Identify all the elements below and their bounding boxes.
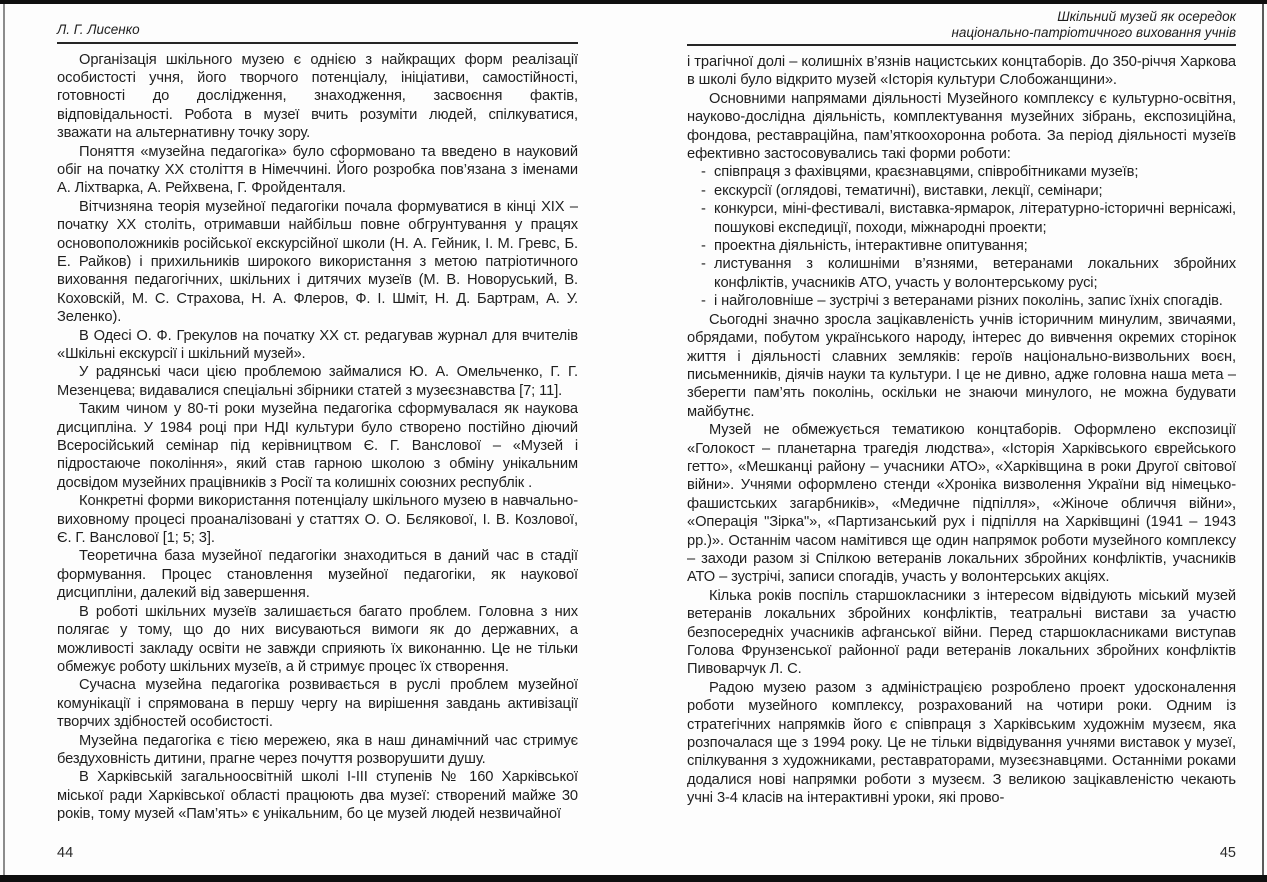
paragraph: Музей не обмежується тематикою концтаборів. Оформлено експозиції «Голокост – планетарна трагедія людства», «Історія Харківського єврейського гетто», «Мешканці району – учасники АТО», «Харківщина в роки Другої світової війни». Учнями оформлено стенди «Хроніка визволення України від німецько-фашистських загарбників», «Медичне підпілля», «Жіноче обличчя війни», «Операція "Зірка"», «Партизанський рух і підпілля на Харківщині (1941 – 1943 рр.)». Останнім часом намітився ще один напрямок роботи музейного комплексу – заходи разом зі Спілкою ветеранів локальних збройних конфліктів, учасників АТО – зустрічі, записи спогадів, участь у волонтерських акціях. (687, 422, 1236, 586)
paragraph: В Одесі О. Ф. Грекулов на початку ХХ ст. редагував журнал для вчителів «Шкільні екскурсії і шкільний музей». (57, 327, 578, 362)
page-number-left: 44 (57, 845, 74, 861)
paragraph: В роботі шкільних музеїв залишається багато проблем. Головна з них полягає у тому, що до них висуваються вимоги як до державних, а можливості закладу освіти не завжди сприяють їх виконанню. Це не тільки обмежує роботу шкільних музеїв, а й стримує процес їх створення. (57, 603, 578, 675)
paragraph: - і найголовніше – зустрічі з ветеранами різних поколінь, запис їхніх спогадів. (687, 292, 1236, 310)
paragraph: Вітчизняна теорія музейної педагогіки почала формуватися в кінці ХІХ – початку ХХ століть, отримавши найбільш повне обгрунтування у працях основоположників російської екскурсійної школи (Н. А. Гейник, І. М. Гревс, Б. Е. Райков) і прихильників широкого використання з метою патріотичного виховання педагогічних, шкільних і дитячих музеїв (М. В. Новоруський, В. Коховскій, М. С. Страхова, Н. А. Флеров, Ф. І. Шміт, Н. Д. Бартрам, А. У. Зеленко). (57, 198, 578, 326)
paragraph: Сьогодні значно зросла зацікавленість учнів історичним минулим, звичаями, обрядами, побутом українського народу, інтерес до вивчення окремих сторінок життя і діяльності славних земляків: героїв національно-визвольних воєн, письменників, діячів науки та культури. І це не дивно, адже головна наша мета – зберегти пам’ять поколінь, оскільки не знаючи минулого, не можна будувати майбутнє. (687, 311, 1236, 420)
page-45 (687, 0, 1236, 882)
paragraph: Теоретична база музейної педагогіки знаходиться в даний час в стадії формування. Процес становлення музейної педагогіки, як наукової дисципліни, далекий від завершення. (57, 548, 578, 602)
running-header-author (57, 22, 578, 44)
page-44 (57, 0, 578, 882)
scan-edge-left-line (3, 4, 5, 875)
paragraph: Сучасна музейна педагогіка розвивається в руслі проблем музейної комунікації і спрямована в першу чергу на вирішення завдань активізації творчих здібностей особистості. (57, 677, 578, 731)
paragraph: В Харківській загальноосвітній школі І-ІІІ ступенів № 160 Харківської міської ради Харківської області працюють два музеї: створений майже 30 років, тому музей «Пам’ять» є унікальним, бо це музей людей незвичайної (57, 769, 578, 823)
paragraph: Кілька років поспіль старшокласники з інтересом відвідують міський музей ветеранів локальних збройних конфліктів, театральні вистави за участю безпосередніх учасників афганської війни. Перед старшокласниками виступав Голова Фрунзенської районної ради ветеранів локальних збройних конфліктів Пивоварчук Л. С. (687, 587, 1236, 678)
paragraph: - екскурсії (оглядові, тематичні), виставки, лекції, семінари; (687, 182, 1236, 200)
paragraph: Радою музею разом з адміністрацією розроблено проект удосконалення роботи музейного комплексу, розрахований на чотири роки. Одним із стратегічних напрямків його є співпраця з Харківським художнім музеєм, яка розпочалася ще з 1994 року. Це не тільки відвідування учнями виставок у музеї, спілкування з художниками, реставраторами, музеєзнавцями. Останніми роками додалися нові напрямки роботи з музеєм. З великою зацікавленістю чекають учні 3-4 класів на інтерактивні уроки, які прово- (687, 679, 1236, 807)
page-44-body (57, 51, 578, 847)
paragraph: Основними напрямами діяльності Музейного комплексу є культурно-освітня, науково-дослідна діяльність, комплектування музейних зібрань, експозиційна, фондова, реставраційна, пам’яткоохоронна робота. За період діяльності музеїв ефективно застосовувались такі форми роботи: (687, 90, 1236, 163)
author-name: Л. Г. Лисенко (57, 22, 140, 37)
paragraph: Музейна педагогіка є тією мережею, яка в наш динамічний час стримує бездуховність дитини, прагне через почуття розворушити душу. (57, 732, 578, 767)
running-header-title-line2: національно-патріотичного виховання учнів (951, 24, 1236, 40)
running-header-title (687, 9, 1236, 46)
scan-edge-bottom-bar (0, 875, 1267, 882)
scan-edge-right-line (1262, 4, 1264, 875)
paragraph: - конкурси, міні-фестивалі, виставка-ярмарок, літературно-історичні вернісажі, пошукові експедиції, походи, міжнародні проекти; (687, 200, 1236, 237)
paragraph: У радянські часи цією проблемою займалися Ю. А. Омельченко, Г. Г. Мезенцева; видавалися спеціальні збірники статей з музеєзнавства [7; 11]. (57, 364, 578, 399)
paragraph: Поняття «музейна педагогіка» було сформовано та введено в науковий обіг на початку ХХ століття в Німеччині. Його розробка пов’язана з іменами А. Ліхтварка, А. Рейхвена, Г. Фройденталя. (57, 143, 578, 197)
paragraph: - листування з колишніми в’язнями, ветеранами локальних збройних конфліктів, учасників АТО, участь у волонтерському русі; (687, 255, 1236, 292)
paragraph: - проектна діяльність, інтерактивне опитування; (687, 237, 1236, 255)
paragraph: Організація шкільного музею є однією з найкращих форм реалізації особистості учня, його творчого потенціалу, ініціативи, самостійності, готовності до дослідження, знаходження, засвоєння фактів, відповідальності. Робота в музеї вчить розуміти людей, спілкуватися, зважати на альтернативну точку зору. (57, 51, 578, 142)
paragraph: і трагічної долі – колишніх в’язнів нацистських концтаборів. До 350-річчя Харкова в школі було відкрито музей «Історія культури Слобожанщини». (687, 54, 1236, 89)
paragraph: - співпраця з фахівцями, краєзнавцями, співробітниками музеїв; (687, 163, 1236, 181)
running-header-title-line1: Шкільний музей як осередок (1057, 9, 1236, 24)
page-number-right: 45 (1219, 845, 1236, 861)
paragraph: Таким чином у 80-ті роки музейна педагогіка сформувалася як наукова дисципліна. У 1984 році при НДІ культури було створено постійно діючий Всеросійський семінар під керівництвом Є. Г. Ванслової – «Музей і підростаюче покоління», який став гарною школою з обміну унікальним досвідом музейних працівників з Росії та колишніх союзних республік . (57, 401, 578, 491)
page-45-body (687, 53, 1236, 849)
paragraph: Конкретні форми використання потенціалу шкільного музею в навчально-виховному процесі проаналізовані у статтях О. О. Бєлякової, І. В. Козлової, Є. Г. Ванслової [1; 5; 3]. (57, 493, 578, 547)
